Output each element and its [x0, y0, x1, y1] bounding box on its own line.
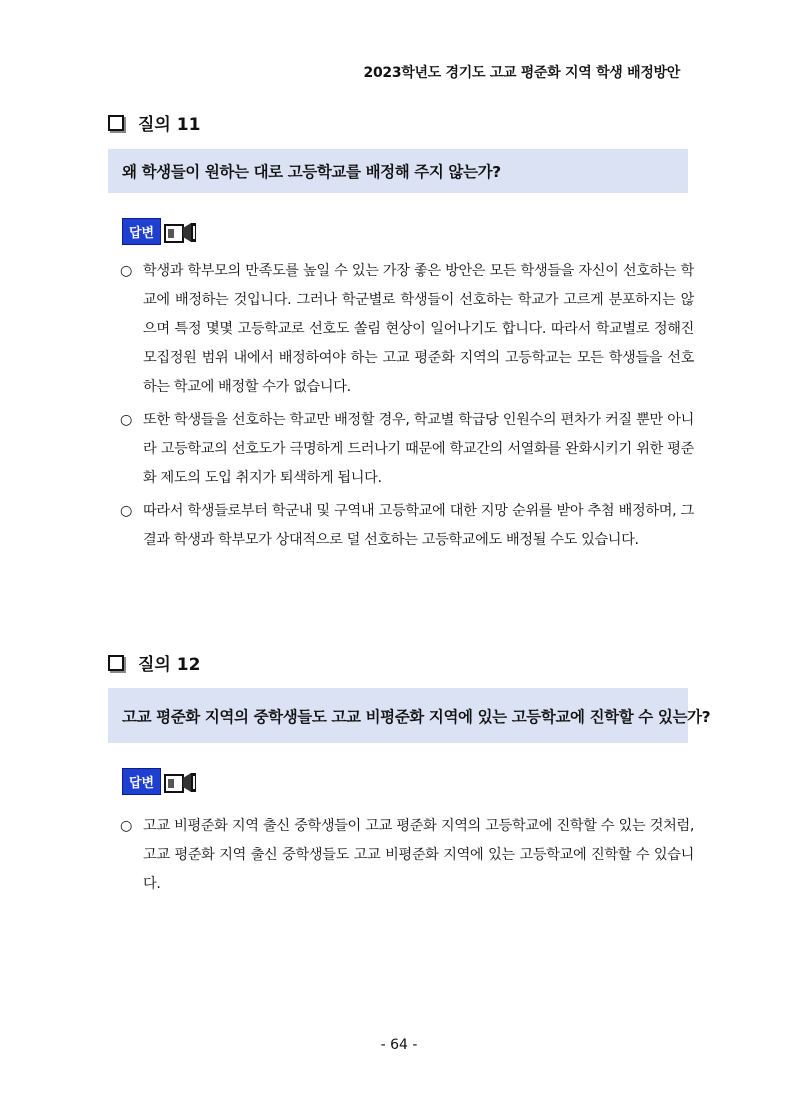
- section-title-q12: [108, 650, 200, 675]
- circle-bullet-icon: ○: [120, 412, 133, 428]
- page-number: - 64 -: [380, 1037, 418, 1053]
- bullet-text: 학생과 학부모의 만족도를 높일 수 있는 가장 좋은 방안은 모든 학생들을 자신이 선호하는 학교에 배정하는 것입니다. 그러나 학군별로 학생들이 선호하는 학교가 고르게 분포하지는 않으며 특정 몇몇 고등학교로 선호도 쏠림 현상이 일어나기도 합니다. 따라서 학교별로 정해진 모집정원 범위 내에서 배정하여야 하는 고교 평준화 지역의 고등학교는 모든 학생들을 선호하는 학교에 배정할 수가 없습니다.: [143, 263, 694, 395]
- section-title-text: 질의 12: [138, 655, 201, 675]
- bullet-text: 또한 학생들을 선호하는 학교만 배정할 경우, 학교별 학급당 인원수의 편차가 커질 뿐만 아니라 고등학교의 선호도가 극명하게 드러나기 때문에 학교간의 서열화를 완화시키기 위한 평준화 제도의 도입 취지가 퇴색하게 됩니다.: [143, 412, 694, 486]
- list-item: [120, 406, 694, 493]
- question-box-q11: [108, 149, 688, 193]
- circle-bullet-icon: ○: [120, 263, 133, 279]
- answer-badge-q11: [122, 218, 198, 245]
- bullet-text: 고교 비평준화 지역 출신 중학생들이 고교 평준화 지역의 고등학교에 진학할 수 있는 것처럼, 고교 평준화 지역 출신 중학생들도 고교 비평준화 지역에 있는 고등학교에 진학할 수 있습니다.: [143, 818, 694, 892]
- list-item: [120, 257, 694, 402]
- question-text: 고교 평준화 지역의 중학생들도 고교 비평준화 지역에 있는 고등학교에 진학할 수 있는가?: [122, 707, 711, 726]
- bullet-text: 따라서 학생들로부터 학군내 및 구역내 고등학교에 대한 지망 순위를 받아 추첨 배정하며, 그 결과 학생과 학부모가 상대적으로 덜 선호하는 고등학교에도 배정될 수도 있습니다.: [143, 503, 694, 548]
- camera-icon: [164, 220, 198, 244]
- answer-bullets-q11: [120, 257, 694, 559]
- list-item: [120, 497, 694, 555]
- answer-label: 답변: [122, 768, 161, 795]
- square-bullet-icon: [108, 655, 124, 671]
- camera-icon: [164, 770, 198, 794]
- answer-badge-q12: [122, 768, 198, 795]
- section-title-q11: [108, 110, 200, 135]
- document-header: 2023학년도 경기도 고교 평준화 지역 학생 배정방안: [363, 65, 680, 81]
- square-bullet-icon: [108, 115, 124, 131]
- section-title-text: 질의 11: [138, 115, 201, 135]
- question-text: 왜 학생들이 원하는 대로 고등학교를 배정해 주지 않는가?: [122, 163, 501, 181]
- list-item: [120, 812, 694, 899]
- question-box-q12: [108, 688, 711, 743]
- answer-bullets-q12: [120, 812, 694, 903]
- answer-label: 답변: [122, 218, 161, 245]
- circle-bullet-icon: ○: [120, 503, 133, 519]
- circle-bullet-icon: ○: [120, 818, 133, 834]
